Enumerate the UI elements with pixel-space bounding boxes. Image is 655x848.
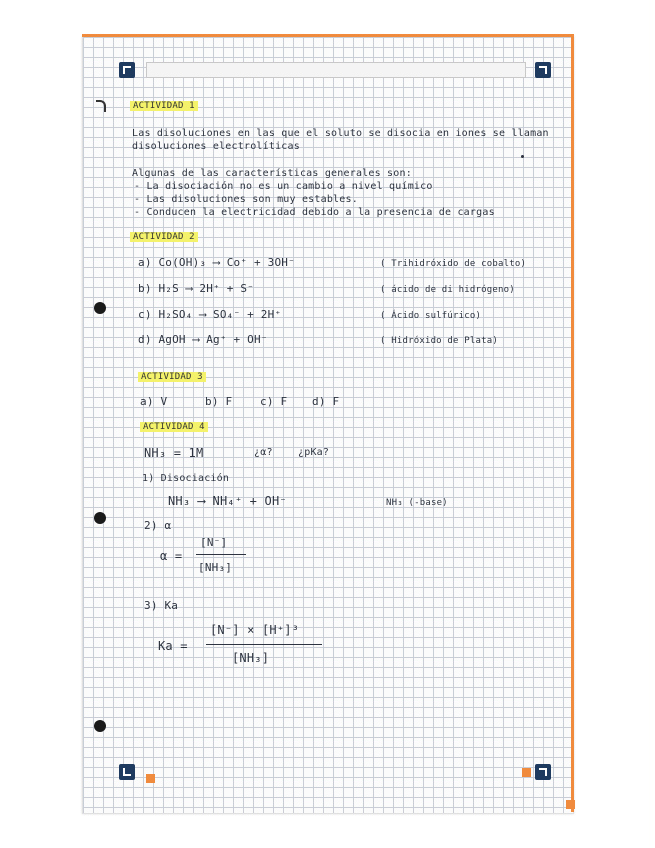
ink-dot: [521, 155, 524, 158]
binder-hook-icon: [96, 100, 106, 112]
step-3-label: 3) Ka: [144, 599, 179, 612]
base-note: NH₃ (-base): [386, 498, 448, 508]
orange-marker: [146, 774, 155, 783]
alpha-lhs: α =: [160, 549, 183, 563]
fraction-bar: [206, 644, 322, 645]
ka-lhs: Ka =: [158, 639, 188, 653]
orange-marker: [566, 800, 575, 809]
bullet-item: - Las disoluciones son muy estables.: [134, 194, 358, 205]
step-2-label: 2) α: [144, 519, 172, 532]
compound-name-c: ( Ácido sulfúrico): [380, 311, 482, 321]
page-edge-right: [571, 34, 574, 812]
equation-b: b) H₂S ⟶ 2H⁺ + S⁻: [138, 282, 254, 295]
orange-marker: [522, 768, 531, 777]
fraction-bar: [196, 554, 246, 555]
answer-d: d) F: [312, 395, 340, 408]
page-edge-top: [82, 34, 572, 37]
compound-name-b: ( ácido de di hidrógeno): [380, 285, 515, 295]
answer-b: b) F: [205, 395, 233, 408]
unknown-alpha: ¿α?: [254, 447, 273, 458]
activity-2-title: ACTIVIDAD 2: [130, 231, 198, 243]
ka-denominator: [NH₃]: [232, 651, 270, 665]
header-bar: [146, 62, 526, 78]
answer-a: a) V: [140, 395, 168, 408]
definition-line-2: disoluciones electrolíticas: [132, 141, 300, 152]
bullet-item: - Conducen la electricidad debido a la presencia de cargas: [134, 207, 495, 218]
compound-name-a: ( Trihidróxido de cobalto): [380, 259, 527, 269]
corner-marker-icon: [535, 62, 551, 78]
binder-hole: [94, 512, 106, 524]
step-1-label: 1) Disociación: [142, 473, 230, 484]
compound-name-d: ( Hidróxido de Plata): [380, 336, 498, 346]
activity-4-title: ACTIVIDAD 4: [140, 421, 208, 433]
corner-marker-icon: [119, 764, 135, 780]
unknown-pka: ¿pKa?: [298, 447, 330, 458]
answer-c: c) F: [260, 395, 288, 408]
ka-numerator: [N⁻] × [H⁺]³: [210, 623, 300, 637]
equation-c: c) H₂SO₄ ⟶ SO₄⁻ + 2H⁺: [138, 308, 282, 321]
activity-1-title: ACTIVIDAD 1: [130, 100, 198, 112]
activity-3-title: ACTIVIDAD 3: [138, 371, 206, 383]
equation-a: a) Co(OH)₃ ⟶ Co⁺ + 3OH⁻: [138, 256, 295, 269]
dissociation-equation: NH₃ ⟶ NH₄⁺ + OH⁻: [168, 494, 287, 508]
corner-marker-icon: [119, 62, 135, 78]
given-concentration: NH₃ = 1M: [144, 446, 204, 460]
corner-marker-icon: [535, 764, 551, 780]
binder-hole: [94, 302, 106, 314]
characteristics-intro: Algunas de las características generales son:: [132, 168, 412, 179]
binder-hole: [94, 720, 106, 732]
equation-d: d) AgOH ⟶ Ag⁺ + OH⁻: [138, 333, 268, 346]
alpha-denominator: [NH₃]: [198, 561, 233, 574]
alpha-numerator: [N⁻]: [200, 536, 228, 549]
bullet-item: - La disociación no es un cambio a nivel químico: [134, 181, 433, 192]
definition-line-1: Las disoluciones en las que el soluto se disocia en iones se llaman: [132, 128, 549, 139]
